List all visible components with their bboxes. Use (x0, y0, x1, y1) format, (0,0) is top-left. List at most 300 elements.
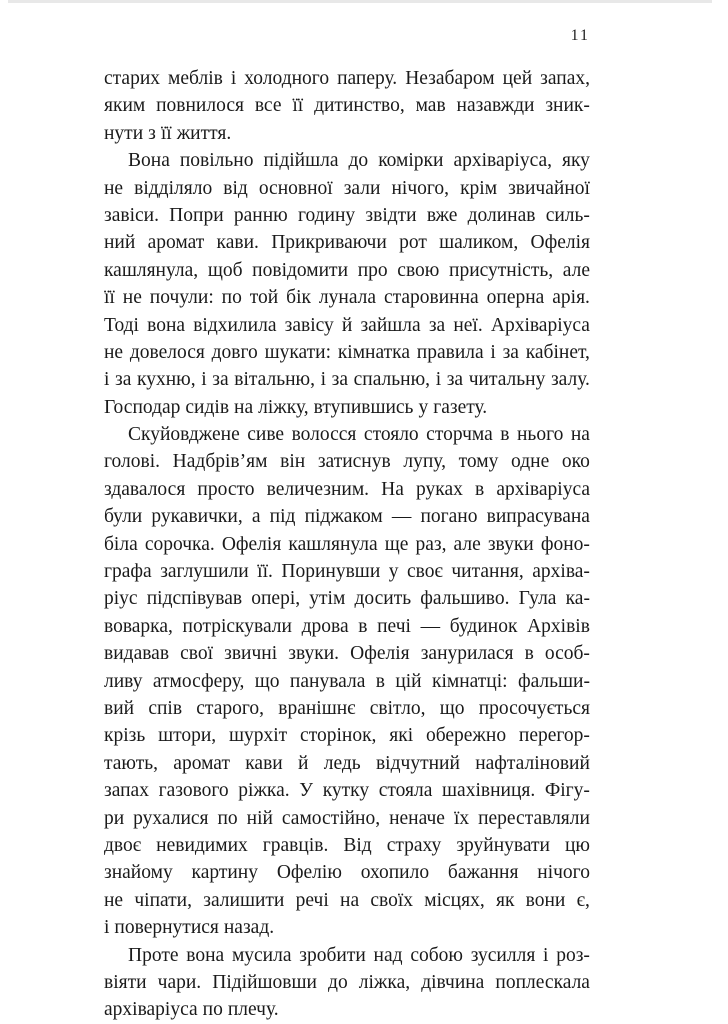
text-line (104, 613, 590, 640)
word: яким (104, 95, 146, 117)
word: архіваріуса (496, 478, 590, 500)
word: — (391, 506, 412, 528)
page-top-edge (8, 0, 712, 3)
word: відхилила (193, 314, 277, 336)
word: Архіваріуса (490, 314, 590, 336)
word: нути (104, 122, 144, 144)
word: спальню, (353, 369, 431, 391)
word: око (561, 451, 590, 473)
word: вранішнє (278, 697, 356, 719)
text-line (104, 503, 590, 530)
word: світло, (369, 697, 426, 719)
word: Надбрів’ям (172, 451, 268, 473)
word: речі (295, 889, 329, 911)
word: архіва- (532, 561, 590, 583)
word: фоно- (540, 533, 590, 555)
word: він (280, 451, 306, 473)
word: Гула (518, 588, 557, 610)
word: під (269, 506, 296, 528)
word: оперна (486, 287, 545, 309)
word: погано (420, 506, 478, 528)
text-line (104, 832, 590, 859)
word: в (500, 424, 510, 446)
word: кімнатці: (431, 670, 508, 692)
word: у (418, 396, 429, 418)
word: рухалися (133, 807, 209, 829)
word: на (570, 424, 590, 446)
word: собою (410, 944, 463, 966)
word: двоє (104, 834, 142, 856)
word: довго (211, 341, 258, 363)
word: до (348, 150, 369, 172)
word: яку (562, 150, 590, 172)
word: потріскували (182, 615, 292, 637)
word: вони (525, 889, 566, 911)
word: опері, (251, 588, 301, 610)
word: до (328, 971, 348, 993)
word: долинав (467, 204, 536, 226)
word: перегор- (518, 725, 590, 747)
word: в (475, 478, 485, 500)
word: вий (104, 697, 135, 719)
word: шахівниця. (442, 780, 536, 802)
text-line (104, 695, 590, 722)
word: кави (245, 752, 283, 774)
word: і (201, 369, 207, 391)
word: Офелію (276, 862, 342, 884)
word: від (223, 177, 248, 199)
word: невидимих (156, 834, 248, 856)
word: за (115, 369, 132, 391)
word: запах (104, 780, 149, 802)
word: самостійно, (281, 807, 381, 829)
word: у (388, 561, 399, 583)
word: Незабаром (405, 68, 495, 89)
text-line (104, 257, 590, 284)
text-line (104, 805, 590, 832)
word: нафталіновий (475, 752, 590, 774)
word: за (446, 369, 464, 391)
text-line (104, 92, 590, 119)
word: архіваріуса (104, 999, 198, 1021)
word: сторчма (426, 424, 493, 446)
word: залишити (203, 889, 285, 911)
word: звичайної (508, 177, 590, 199)
word: ри (104, 807, 125, 829)
word: і (104, 369, 110, 391)
word: як (495, 889, 515, 911)
word: й (341, 314, 353, 336)
word: свої (180, 643, 214, 665)
word: ще (384, 533, 409, 555)
word: завісу (284, 314, 334, 336)
word: кутку (322, 780, 370, 802)
text-line (104, 394, 590, 421)
word: рот (399, 232, 427, 254)
word: волосся (291, 424, 357, 446)
word: над (373, 944, 403, 966)
word: віяти (104, 971, 147, 993)
word: нічого, (391, 177, 450, 199)
word: дитинство, (314, 95, 405, 117)
word: втупившись (313, 396, 414, 418)
word: і (230, 68, 237, 89)
word: свою (397, 259, 440, 281)
text-line (104, 476, 590, 503)
word: тому (458, 451, 499, 473)
word: голові. (104, 451, 160, 473)
word: аромат (147, 232, 205, 254)
word: архіваріуса, (453, 150, 552, 172)
word: Офелія (530, 232, 590, 254)
word: зали (343, 177, 381, 199)
word: шукати: (264, 341, 332, 363)
word: крім (460, 177, 498, 199)
word: читальну (468, 369, 546, 391)
word: особ- (544, 643, 590, 665)
text-line (104, 448, 590, 475)
word: тають, (104, 752, 159, 774)
word: дівчина (421, 971, 485, 993)
word: Підійшовши (212, 971, 317, 993)
word: повнилося (156, 95, 244, 117)
word: але (562, 259, 590, 281)
word: кашлянула, (104, 259, 199, 281)
word: здавалося (104, 478, 186, 500)
word: не (104, 341, 124, 363)
word: і (543, 944, 549, 966)
word: Фігу- (544, 780, 590, 802)
word: за (331, 369, 349, 391)
text-line (104, 996, 590, 1023)
text-line (104, 147, 590, 174)
text-line (104, 65, 590, 92)
word: за (502, 341, 519, 363)
word: їх (453, 807, 470, 829)
word: лунала (318, 287, 377, 309)
word: меблів (168, 68, 223, 89)
word: штори, (158, 725, 217, 747)
text-line (104, 175, 590, 202)
word: в (375, 670, 385, 692)
text-line (104, 914, 590, 941)
word: неначе (389, 807, 445, 829)
word: чари. (157, 971, 202, 993)
word: бажання (447, 862, 519, 884)
word: досить (354, 588, 412, 610)
word: звичні (224, 643, 278, 665)
word: старовинна (383, 287, 479, 309)
word: сторінок, (300, 725, 377, 747)
word: звідти (365, 204, 417, 226)
word: з (148, 122, 156, 144)
word: на (234, 396, 254, 418)
word: газового (158, 780, 229, 802)
word: Від (343, 834, 372, 856)
word: відчутний (375, 752, 460, 774)
word: в (524, 643, 534, 665)
word: цей (502, 68, 533, 89)
word: роз- (556, 944, 590, 966)
word: за (428, 314, 446, 336)
word: зусилля (470, 944, 536, 966)
word: довелося (129, 341, 205, 363)
word: Прикриваючи (271, 232, 387, 254)
word: лупу, (403, 451, 446, 473)
word: почули: (149, 287, 214, 309)
word: повільно (179, 150, 254, 172)
word: панувала (289, 670, 366, 692)
word: На (381, 478, 404, 500)
word: У (299, 780, 314, 802)
word: картину (191, 862, 258, 884)
text-line (104, 777, 590, 804)
word: неї. (453, 314, 483, 336)
text-line (104, 312, 590, 339)
word: й (298, 752, 309, 774)
word: які (389, 725, 414, 747)
word: стояла (378, 780, 433, 802)
word: Офелія (350, 643, 410, 665)
text-line (104, 531, 590, 558)
text-line (104, 750, 590, 777)
word: її (160, 122, 172, 144)
word: її (104, 287, 115, 309)
word: Офелія (221, 533, 282, 555)
word: нічого (537, 862, 590, 884)
word: сорочка. (144, 533, 215, 555)
word: щоб (207, 259, 243, 281)
text-line (104, 284, 590, 311)
word: піджаком (304, 506, 383, 528)
word: просто (197, 478, 255, 500)
word: не (122, 287, 142, 309)
word: одне (511, 451, 550, 473)
word: заглушили (160, 561, 249, 583)
word: годину (297, 204, 356, 226)
text-line (104, 421, 590, 448)
word: за (212, 369, 229, 391)
word: — (420, 615, 441, 637)
word: вітальню, (234, 369, 315, 391)
word: обережно (425, 725, 507, 747)
text-line (104, 887, 590, 914)
word: мав (415, 95, 446, 117)
word: назавжди (456, 95, 535, 117)
word: повернутися (114, 917, 219, 939)
word: біла (104, 533, 138, 555)
word: фальшиво. (420, 588, 510, 610)
word: ліжка, (358, 971, 411, 993)
word: воварка, (104, 615, 173, 637)
text-line (104, 339, 590, 366)
word: сиве (247, 424, 285, 446)
word: гравців. (262, 834, 329, 856)
word: аромат (173, 752, 230, 774)
word: поплескала (495, 971, 590, 993)
word: крізь (104, 725, 146, 747)
word: печі (377, 615, 411, 637)
word: і (320, 369, 327, 391)
word: своє (407, 561, 443, 583)
word: залу. (550, 369, 590, 391)
word: звуки. (288, 643, 340, 665)
word: підспівував (146, 588, 243, 610)
word: ливу (104, 670, 143, 692)
word: арія. (552, 287, 590, 309)
word: ній (246, 807, 273, 829)
text-line (104, 640, 590, 667)
word: чіпати, (134, 889, 192, 911)
word: Проте (128, 944, 179, 966)
word: дрова (301, 615, 349, 637)
text-line (104, 668, 590, 695)
text-line (104, 859, 590, 886)
word: кімнатка (337, 341, 410, 363)
word: раз, (415, 533, 447, 555)
word: присутність, (449, 259, 554, 281)
word: відділяло (134, 177, 213, 199)
word: і (104, 917, 110, 939)
word: старих (104, 68, 161, 89)
word: її. (257, 561, 273, 583)
word: зник- (545, 95, 590, 117)
word: старого, (196, 697, 264, 719)
word: кашлянула (288, 533, 378, 555)
word: своїх (370, 889, 414, 911)
word: ледь (323, 752, 361, 774)
word: місцях, (424, 889, 485, 911)
word: Тоді (104, 314, 139, 336)
word: будинок (449, 615, 518, 637)
word: не (104, 177, 124, 199)
word: утім (309, 588, 346, 610)
word: читання, (451, 561, 524, 583)
body-text (104, 65, 590, 1024)
word: повідомити (252, 259, 349, 281)
text-line (104, 366, 590, 393)
word: запах, (540, 68, 590, 89)
word: вже (426, 204, 458, 226)
word: що (439, 697, 465, 719)
word: затиснув (317, 451, 391, 473)
word: є, (576, 889, 590, 911)
word: кави. (216, 232, 259, 254)
word: в (358, 615, 368, 637)
word: силь- (545, 204, 590, 226)
word: зайшла (360, 314, 421, 336)
word: паперу. (337, 68, 398, 89)
text-line (104, 202, 590, 229)
word: нього (517, 424, 564, 446)
word: а (251, 506, 261, 528)
text-line (104, 722, 590, 749)
word: переставляли (478, 807, 590, 829)
word: її (292, 95, 304, 117)
word: фальши- (517, 670, 590, 692)
word: кабінет, (525, 341, 590, 363)
word: Архівів (527, 615, 590, 637)
word: ріжка. (238, 780, 290, 802)
word: не (104, 889, 124, 911)
word: Господар (104, 396, 181, 418)
word: занурилася (420, 643, 514, 665)
word: знайому (104, 862, 173, 884)
word: сидів (185, 396, 230, 418)
word: Скуйовджене (128, 424, 240, 446)
word: страху (386, 834, 442, 856)
word: назад. (223, 917, 275, 939)
word: ка- (565, 588, 590, 610)
word: комірки (378, 150, 444, 172)
text-line (104, 120, 590, 147)
word: Вона (128, 150, 170, 172)
word: кухню, (137, 369, 196, 391)
word: той (249, 287, 279, 309)
word: мусила (231, 944, 292, 966)
word: величезним. (266, 478, 370, 500)
text-line (104, 229, 590, 256)
word: але (453, 533, 481, 555)
text-line (104, 585, 590, 612)
word: Поринувши (281, 561, 381, 583)
word: газету. (433, 396, 488, 418)
word: завіси. (104, 204, 159, 226)
word: і (435, 369, 442, 391)
word: зробити (299, 944, 366, 966)
word: і (490, 341, 496, 363)
word: по (217, 807, 238, 829)
word: руках (416, 478, 463, 500)
word: що (254, 670, 280, 692)
word: на (340, 889, 360, 911)
text-line (104, 942, 590, 969)
word: вона (147, 314, 186, 336)
word: випрасувана (486, 506, 590, 528)
word: ліжку, (258, 396, 309, 418)
word: бік (286, 287, 311, 309)
word: рукавички, (151, 506, 243, 528)
word: Попри (169, 204, 224, 226)
word: шаликом, (439, 232, 519, 254)
word: ний (104, 232, 136, 254)
word: правила (416, 341, 484, 363)
word: про (357, 259, 388, 281)
word: ріус (104, 588, 138, 610)
word: були (104, 506, 143, 528)
word: плечу. (227, 999, 279, 1021)
word: видавав (104, 643, 170, 665)
word: шурхіт (229, 725, 288, 747)
text-line (104, 969, 590, 996)
word: стояло (363, 424, 419, 446)
word: все (254, 95, 282, 117)
word: цій (395, 670, 422, 692)
page-number: 11 (570, 27, 590, 44)
word: життя. (176, 122, 232, 144)
word: по (202, 999, 223, 1021)
word: охопило (360, 862, 430, 884)
word: звуки (487, 533, 534, 555)
word: ранню (233, 204, 288, 226)
word: підійшла (263, 150, 339, 172)
word: атмосферу, (152, 670, 245, 692)
word: спів (148, 697, 183, 719)
word: просочується (478, 697, 590, 719)
word: графа (104, 561, 152, 583)
word: по (221, 287, 242, 309)
word: холодного (244, 68, 330, 89)
